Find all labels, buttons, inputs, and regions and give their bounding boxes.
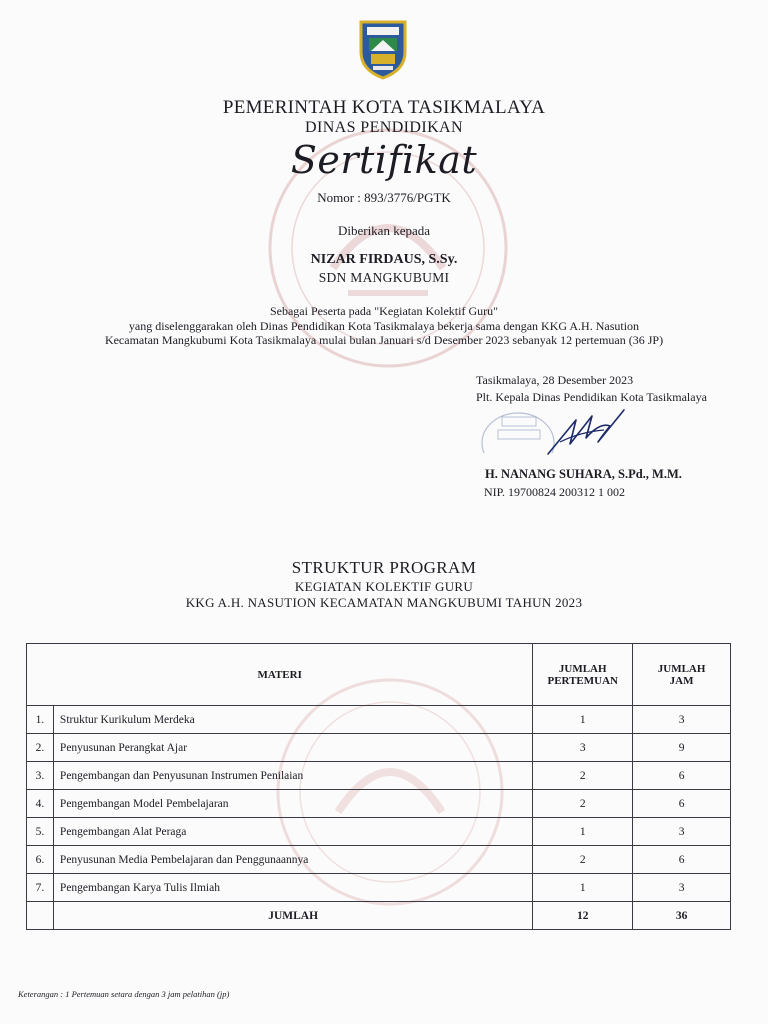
table-header-row — [27, 644, 731, 706]
row-pertemuan: 1 — [533, 706, 633, 734]
row-jam: 6 — [633, 846, 731, 874]
row-jam: 6 — [633, 762, 731, 790]
row-materi: Pengembangan Model Pembelajaran — [53, 790, 532, 818]
handwritten-signature — [540, 402, 630, 462]
recipient-name: NIZAR FIRDAUS, S.Sy. — [310, 252, 458, 267]
row-pertemuan: 2 — [533, 846, 633, 874]
table-row — [27, 874, 731, 902]
header-pertemuan-line-1: JUMLAH — [558, 662, 607, 675]
given-to-label: Diberikan kepada — [337, 223, 431, 238]
row-materi: Struktur Kurikulum Merdeka — [53, 706, 532, 734]
total-spacer — [27, 902, 54, 930]
row-jam: 9 — [633, 734, 731, 762]
row-jam: 3 — [633, 706, 731, 734]
certificate-number: Nomor : 893/3776/PGTK — [317, 190, 451, 205]
program-title: STRUKTUR PROGRAM — [291, 558, 477, 577]
total-pertemuan: 12 — [533, 902, 633, 930]
header-materi — [27, 644, 533, 706]
signer-name: H. NANANG SUHARA, S.Pd., M.M. — [485, 467, 682, 481]
header-pertemuan-line-2: PERTEMUAN — [547, 674, 618, 687]
row-materi: Pengembangan Karya Tulis Ilmiah — [53, 874, 532, 902]
header-materi-label: MATERI — [257, 668, 302, 681]
signer-office: Plt. Kepala Dinas Pendidikan Kota Tasikmalaya — [476, 390, 707, 404]
certificate-title: Sertifikat — [290, 138, 478, 182]
row-jam: 6 — [633, 790, 731, 818]
row-number: 7. — [27, 874, 54, 902]
footnote: Keterangan : 1 Pertemuan setara dengan 3 jam pelatihan (jp) — [18, 989, 230, 999]
row-pertemuan: 3 — [533, 734, 633, 762]
place-date: Tasikmalaya, 28 Desember 2023 — [476, 373, 634, 387]
government-heading: PEMERINTAH KOTA TASIKMALAYA — [222, 97, 546, 118]
table-row — [27, 818, 731, 846]
row-number: 6. — [27, 846, 54, 874]
program-table — [26, 643, 731, 930]
program-subtitle-1: KEGIATAN KOLEKTIF GURU — [294, 579, 474, 594]
header-jam — [633, 644, 731, 706]
body-line-1: Sebagai Peserta pada "Kegiatan Kolektif Guru" — [269, 304, 499, 318]
total-jam: 36 — [633, 902, 731, 930]
total-label: JUMLAH — [53, 902, 532, 930]
row-pertemuan: 1 — [533, 818, 633, 846]
table-row — [27, 706, 731, 734]
table-row — [27, 734, 731, 762]
header-pertemuan — [533, 644, 633, 706]
header-jam-line-2: JAM — [669, 674, 694, 687]
recipient-school: SDN MANGKUBUMI — [318, 270, 450, 285]
city-logo — [357, 18, 409, 80]
header-jam-line-1: JUMLAH — [657, 662, 706, 675]
row-pertemuan: 2 — [533, 790, 633, 818]
row-number: 2. — [27, 734, 54, 762]
table-row — [27, 790, 731, 818]
table-row — [27, 846, 731, 874]
table-total-row — [27, 902, 731, 930]
row-number: 1. — [27, 706, 54, 734]
row-materi: Penyusunan Media Pembelajaran dan Penggunaannya — [53, 846, 532, 874]
table-row — [27, 762, 731, 790]
row-materi: Pengembangan dan Penyusunan Instrumen Penilaian — [53, 762, 532, 790]
row-number: 3. — [27, 762, 54, 790]
row-number: 5. — [27, 818, 54, 846]
signer-nip: NIP. 19700824 200312 1 002 — [484, 485, 626, 499]
row-materi: Pengembangan Alat Peraga — [53, 818, 532, 846]
body-line-3: Kecamatan Mangkubumi Kota Tasikmalaya mulai bulan Januari s/d Desember 2023 sebanyak 12 pertemuan (36 JP) — [104, 333, 664, 347]
row-jam: 3 — [633, 874, 731, 902]
row-pertemuan: 1 — [533, 874, 633, 902]
row-pertemuan: 2 — [533, 762, 633, 790]
department-heading: DINAS PENDIDIKAN — [305, 119, 463, 136]
row-jam: 3 — [633, 818, 731, 846]
row-number: 4. — [27, 790, 54, 818]
program-subtitle-2: KKG A.H. NASUTION KECAMATAN MANGKUBUMI TAHUN 2023 — [185, 595, 583, 610]
body-line-2: yang diselenggarakan oleh Dinas Pendidikan Kota Tasikmalaya bekerja sama dengan KKG A.H. Nasution — [128, 319, 640, 333]
row-materi: Penyusunan Perangkat Ajar — [53, 734, 532, 762]
